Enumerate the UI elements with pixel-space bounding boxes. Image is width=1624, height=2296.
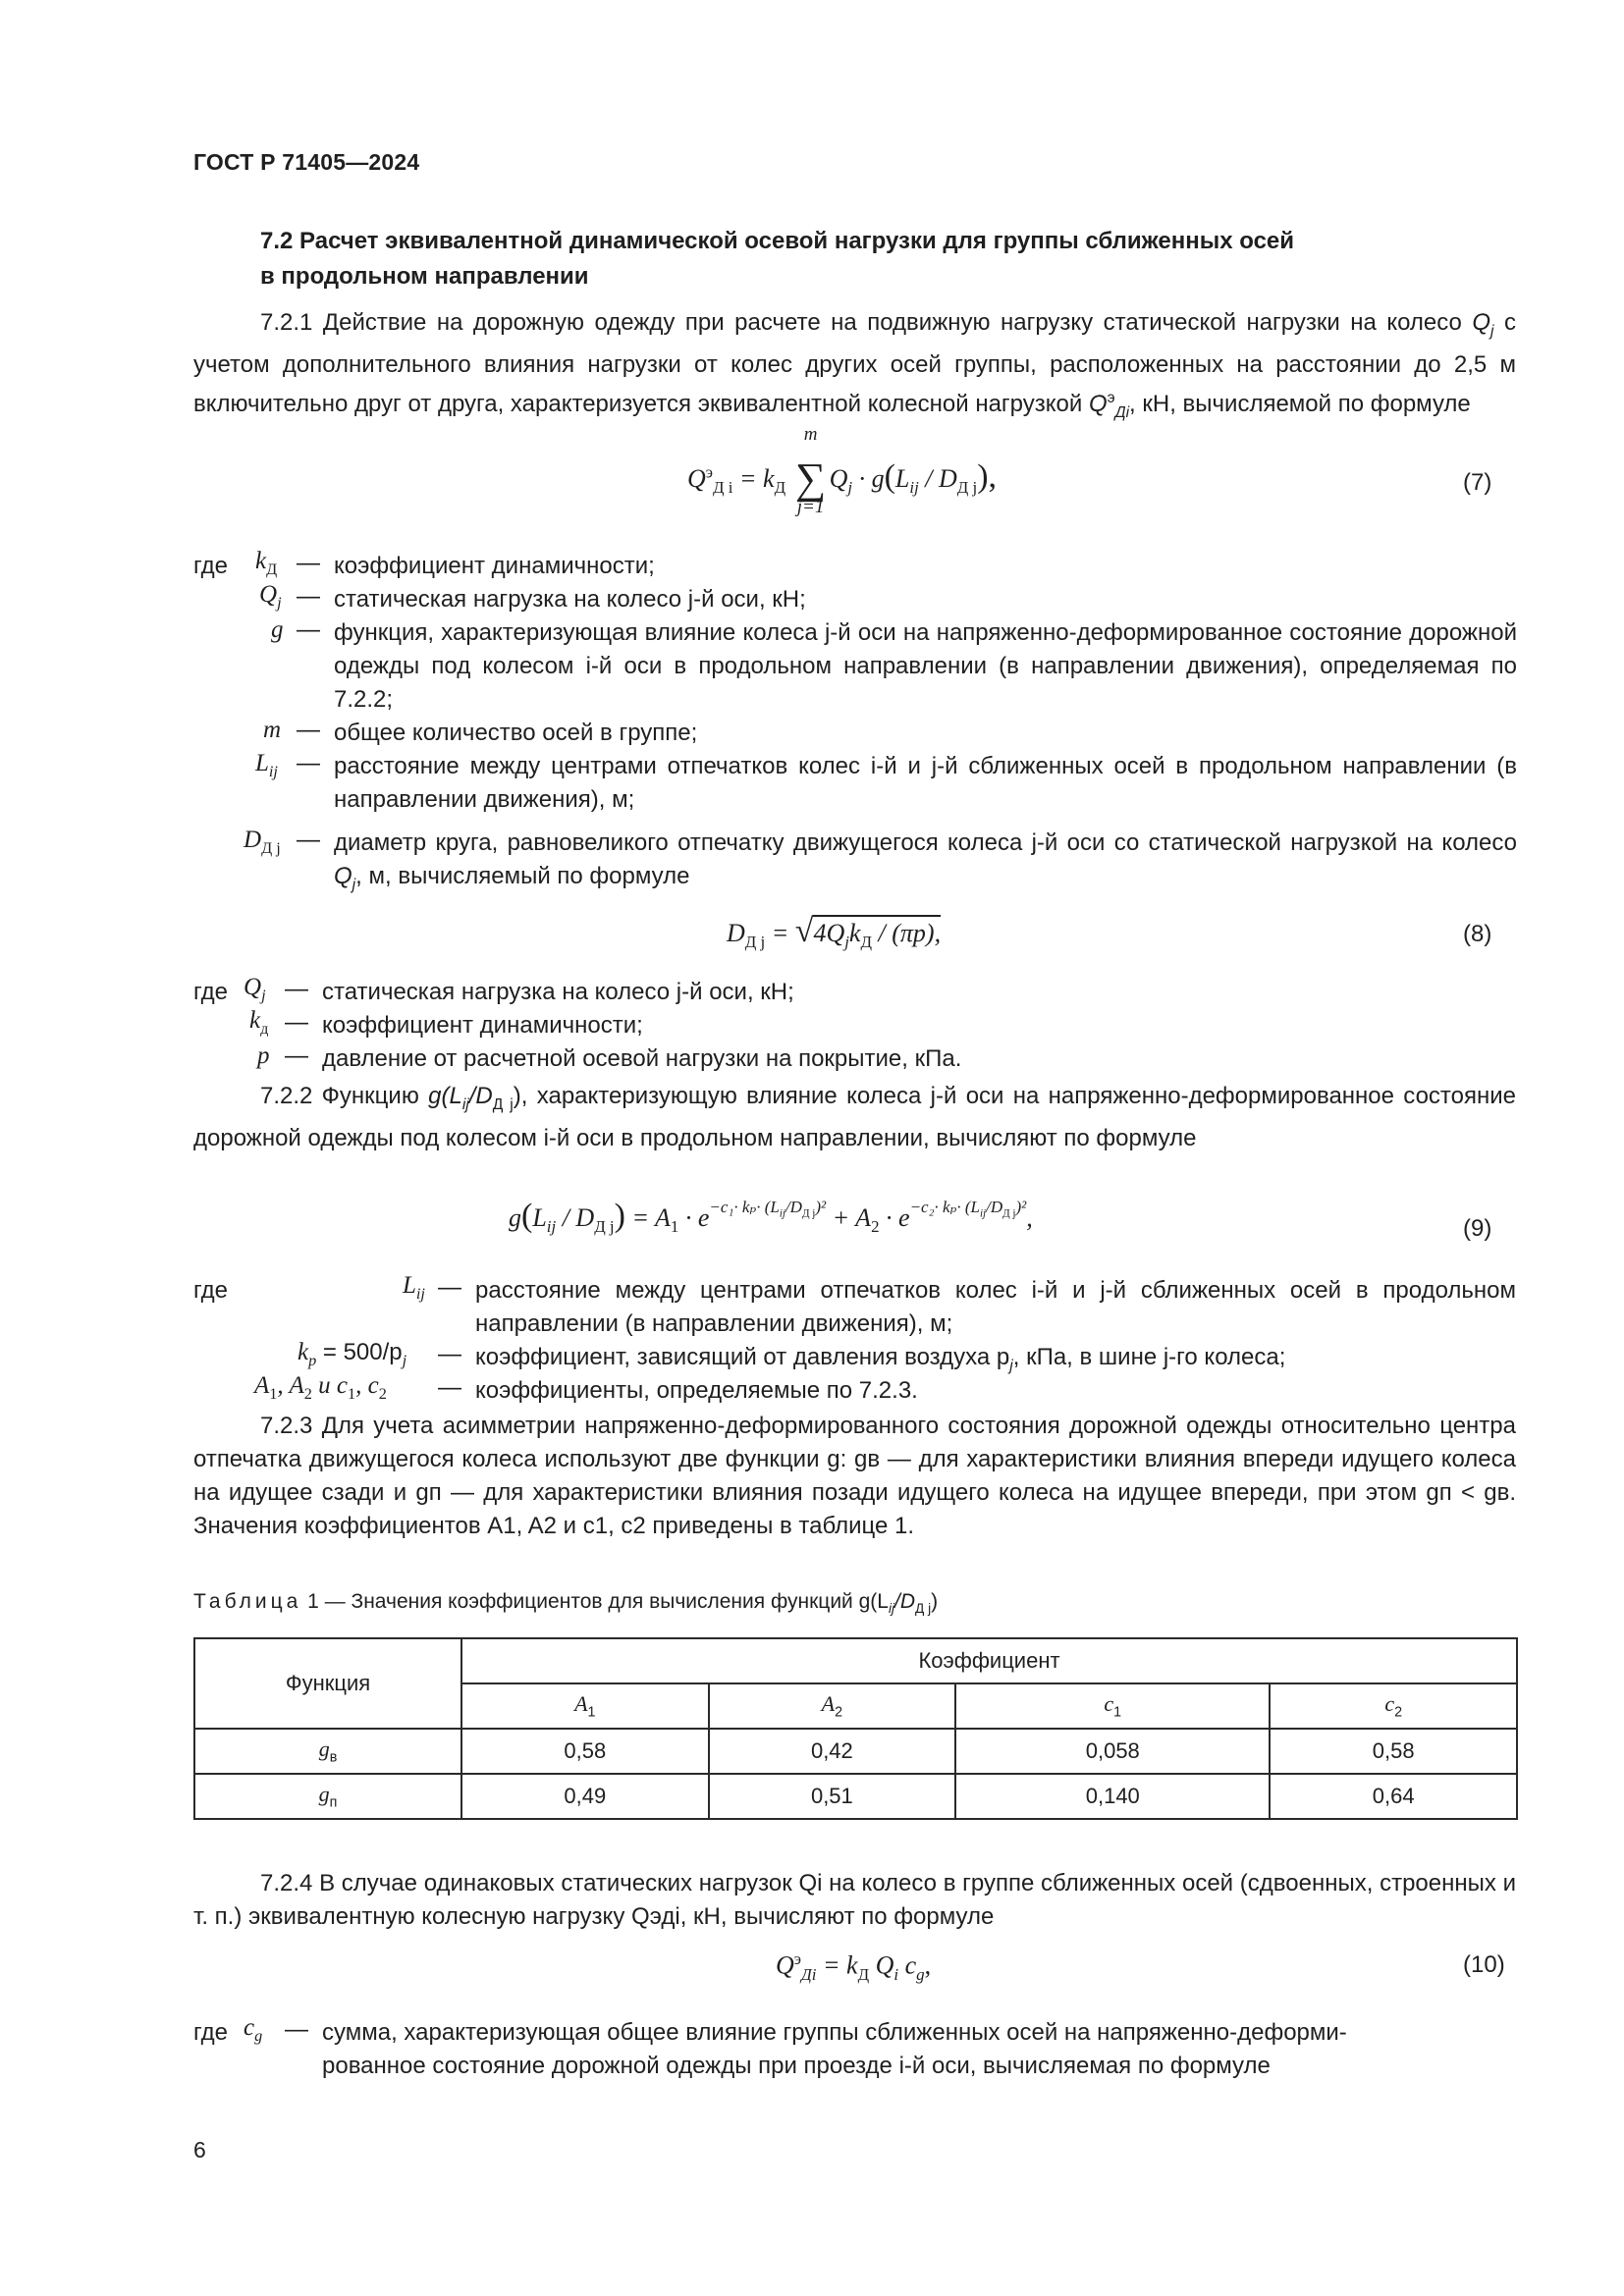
paragraph-7-2-2: 7.2.2 Функцию $g(L_{ij}/D_{Д j})$, характеризующую влияние колеса j-й оси на напряженно-деформированное состояние дорожной одежды под колесом i-й оси в продольном направлении, вычисляют по формуле (193, 1083, 1517, 1151)
p721-q-sub: j (1490, 322, 1494, 340)
where7-dash-5: — (297, 827, 320, 853)
coefficients-table (193, 1637, 1518, 1820)
table-cell: 0,51 (709, 1774, 956, 1819)
p721-text-a: 7.2.1 Действие на дорожную одежду при расчете на подвижную нагрузку статической нагрузки на колесо (260, 309, 1473, 336)
table-row (194, 1774, 1517, 1819)
where7-text-2: функция, характеризующая влияние колеса j-й оси на напряженно-деформированное состояние дорожной одежды под колесом i-й оси в продольном направлении (в направлении движения), определяемая по 7.2.2; (334, 619, 1517, 713)
eq8-sqrt: √ (794, 913, 814, 949)
p723-text: 7.2.3 Для учета асимметрии напряженно-деформированного состояния дорожной одежды относительно центра отпечатка движущегося колеса используют две функции g: gв — для характеристики влияния впереди идущего колеса на идущее сзади и gп — для характеристики влияния позади идущего колеса на идущее впереди, при этом gп < gв. Значения коэффициентов A1, A2 и c1, c2 приведены в таблице 1. (193, 1413, 1516, 1539)
where10-prefix: где (193, 2019, 229, 2046)
eq8-lhs: D (727, 919, 745, 947)
eq8-radicand: $4Q_jk_Д / (\pi p)$, (813, 915, 941, 947)
table-header-coefficient: Коэффициент (461, 1638, 1517, 1683)
eq8-lhs-sub: Д j (744, 933, 766, 952)
where8-text-1: коэффициент динамичности; (322, 1012, 643, 1039)
where7-text-3: общее количество осей в группе; (334, 720, 698, 746)
eq7-sum (792, 424, 830, 517)
eq7-slash: / D (918, 464, 957, 493)
eq8-eq: = (765, 919, 795, 947)
section-title-line-2: в продольном направлении (260, 263, 589, 290)
where7-sym-lij: $L_{ij}$ (255, 750, 278, 780)
eq9-exponent-2: −c₂· kₚ· (Lij/DД j)² (909, 1198, 1027, 1220)
equation-number-8: (8) (1463, 921, 1492, 947)
where9-sym-lij: $L_{ij}$ (403, 1272, 425, 1303)
where9-text-0: расстояние между центрами отпечатков колес i-й и j-й сближенных осей в продольном направлении (в направлении движения), м; (475, 1277, 1516, 1337)
where9-dash-0: — (438, 1274, 461, 1301)
where7-sym-dj: $D_{Д j}$ (244, 827, 281, 857)
where7-dash-1: — (297, 583, 320, 610)
table-col-a1: $A_1$ (461, 1683, 709, 1729)
where9-text-1: коэффициент, зависящий от давления воздуха $p_j$, кПа, в шине j-го колеса; (475, 1344, 1286, 1374)
eq7-l-sub: ij (909, 478, 919, 498)
table-col-c2: $c_2$ (1270, 1683, 1517, 1729)
where8-dash-1: — (285, 1009, 308, 1036)
where8-prefix: где (193, 979, 229, 1005)
standard-header: ГОСТ Р 71405—2024 (193, 149, 420, 175)
where9-sym-kp: $k_p = 500/p_j$ (298, 1339, 407, 1369)
where8-text-0: статическая нагрузка на колесо j-й оси, кН; (322, 979, 794, 1005)
eq7-d-sub: Д j (956, 478, 978, 498)
formula-8 (727, 913, 941, 952)
where10-line-1: сумма, характеризующая общее влияние группы сближенных осей на напряженно-деформи- (322, 2019, 1347, 2046)
where7-text-4: расстояние между центрами отпечатков колес i-й и j-й сближенных осей в продольном направлении (в направлении движения), м; (334, 753, 1517, 813)
table-cell: 0,42 (709, 1729, 956, 1774)
where10-sym-cg: $c_g$ (244, 2014, 263, 2045)
table-col-c1: $c_1$ (955, 1683, 1270, 1729)
paragraph-7-2-3 (193, 1410, 1516, 1543)
p721-qe: Q (1088, 390, 1108, 417)
where8-dash-2: — (285, 1042, 308, 1069)
where7-dash-3: — (297, 717, 320, 743)
where7-dash-0: — (297, 550, 320, 576)
eq7-close: ), (977, 458, 998, 495)
eq7-lhs: Q (687, 464, 706, 493)
formula-10: $Q^э_{Дi} = k_Д$ $Q_i$ $c_g$, (776, 1949, 932, 1984)
formula-9: $g(L_{ij} / D_{Д j}) = A_1 \cdot e^{-c_1\cdot k_p\cdot (L_{ij}/D_{Д j})^2} + A_2 \cdot e^{-c_2\cdot k_p\cdot (L_{ij}/D_{Д j})^2}$, (509, 1198, 1033, 1237)
p721-text-b: с учетом дополнительного влияния нагрузки от колес других осей группы, расположенных на расстоянии до 2,5 м включительно друг от друга, характеризуется эквивалентной колесной нагрузкой (193, 309, 1516, 417)
where9-sym-coefs: $A_1$, $A_2$ и $c_1$, $c_2$ (254, 1372, 387, 1403)
page-number: 6 (193, 2137, 206, 2163)
eq7-k-sub: Д (774, 478, 786, 498)
where10-line-2: рованное состояние дорожной одежды при проезде i-й оси, вычисляемая по формуле (322, 2053, 1271, 2079)
table-cell: 0,49 (461, 1774, 709, 1819)
where7-prefix: где (193, 553, 229, 579)
where10-dash: — (285, 2016, 308, 2043)
table-1-caption: Таблица 1 — Значения коэффициентов для вычисления функций $g(L_{ij}/D_{Д j})$ (193, 1590, 939, 1617)
where8-sym-p: p (257, 1042, 270, 1069)
eq7-dot-g: · g (852, 464, 885, 493)
where9-text-2: коэффициенты, определяемые по 7.2.3. (475, 1377, 918, 1404)
where7-sym-g: g (271, 616, 284, 643)
section-title (260, 224, 1517, 294)
p721-qe-sub: Дi (1114, 403, 1130, 421)
eq7-sum-top: m (803, 424, 818, 445)
where7-sym-m: m (263, 717, 282, 743)
paragraph-7-2-4 (193, 1867, 1516, 1934)
table-cell: 0,58 (1270, 1729, 1517, 1774)
equation-number-10: (10) (1463, 1951, 1505, 1978)
table-col-a2: $A_2$ (709, 1683, 956, 1729)
eq7-body: Q (829, 464, 848, 493)
where7-dash-2: — (297, 616, 320, 643)
where10-text (322, 2016, 1516, 2083)
where9-dash-1: — (438, 1341, 461, 1367)
equation-number-7: (7) (1463, 469, 1492, 496)
eq7-open: ( (884, 458, 895, 495)
where7-sym-kd: $k_Д$ (255, 548, 278, 578)
where8-sym-kd: $k_д$ (249, 1007, 269, 1038)
eq7-sum-bottom: j=1 (796, 497, 825, 517)
where7-dash-4: — (297, 750, 320, 776)
equation-number-9: (9) (1463, 1215, 1492, 1242)
where8-dash-0: — (285, 976, 308, 1002)
table-cell-function: $g_п$ (194, 1774, 461, 1819)
eq7-l: L (894, 464, 910, 493)
p721-qe-sup: э (1107, 389, 1115, 406)
where8-text-2: давление от расчетной осевой нагрузки на покрытие, кПа. (322, 1045, 962, 1072)
p721-q: Q (1472, 309, 1491, 336)
formula-7 (687, 424, 998, 517)
eq7-lhs-sup: э (705, 462, 714, 482)
where8-sym-qj: $Q_j$ (244, 974, 266, 1004)
p721-text-c: , кН, вычисляемой по формуле (1129, 390, 1471, 417)
table-cell-function: $g_в$ (194, 1729, 461, 1774)
table-cell: 0,058 (955, 1729, 1270, 1774)
where7-text-0: коэффициент динамичности; (334, 553, 655, 579)
where7-sym-qj: $Q_j$ (259, 581, 282, 612)
p724-text: 7.2.4 В случае одинаковых статических нагрузок Qi на колесо в группе сближенных осей (сдвоенных, строенных и т. п.) эквивалентную колесную нагрузку Qэдi, кН, вычисляют по формуле (193, 1870, 1516, 1930)
where9-dash-2: — (438, 1374, 461, 1401)
eq9-exponent-1: −c₁· kₚ· (Lij/DД j)² (709, 1198, 827, 1220)
where9-prefix: где (193, 1277, 229, 1304)
eq7-sum-sign: ∑ (794, 454, 827, 503)
table-cell: 0,64 (1270, 1774, 1517, 1819)
where7-text-1: статическая нагрузка на колесо j-й оси, кН; (334, 586, 806, 613)
eq7-lhs-sub: Д i (713, 478, 733, 498)
paragraph-7-2-1 (193, 306, 1516, 430)
table-header-function: Функция (194, 1638, 461, 1729)
eq7-body-sub: j (847, 478, 853, 498)
table-row (194, 1729, 1517, 1774)
section-title-line-1: 7.2 Расчет эквивалентной динамической осевой нагрузки для группы сближенных осей (260, 228, 1295, 254)
table-cell: 0,140 (955, 1774, 1270, 1819)
eq7-eq: = k (732, 464, 775, 493)
where7-text-5: диаметр круга, равновеликого отпечатку движущегося колеса j-й оси со статической нагрузкой на колесо $Q_j$, м, вычисляемый по формуле (334, 829, 1517, 893)
table-cell: 0,58 (461, 1729, 709, 1774)
